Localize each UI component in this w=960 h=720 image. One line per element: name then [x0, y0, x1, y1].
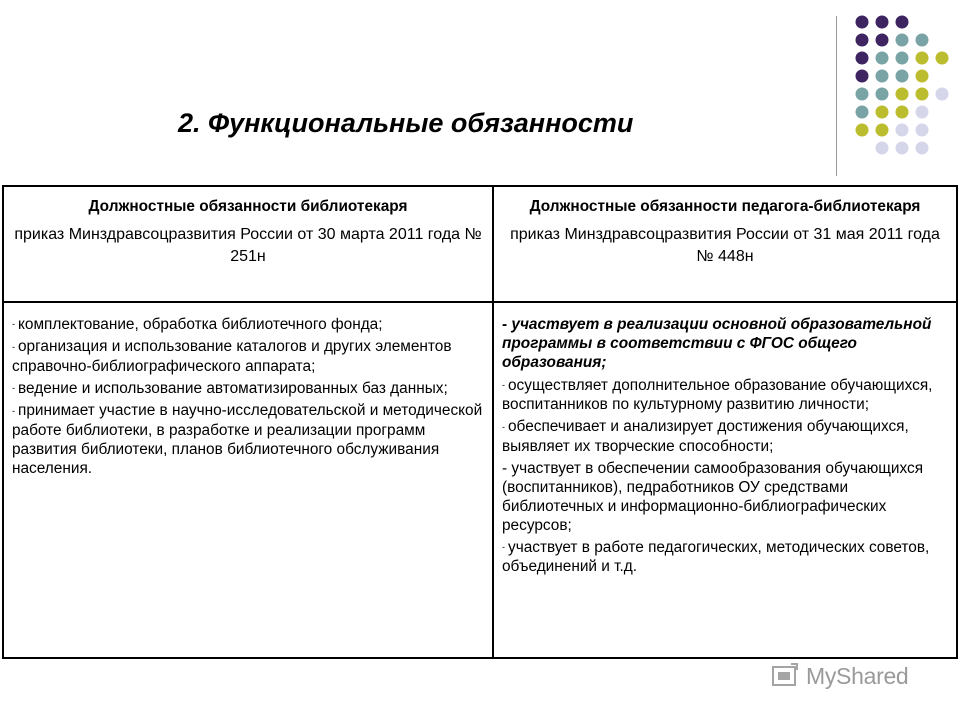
table-header-row	[3, 186, 957, 302]
header-librarian-heading: Должностные обязанности библиотекаря	[88, 198, 408, 215]
list-item: - обеспечивает и анализирует достижения обучающихся, выявляет их творческие способности;	[502, 418, 909, 455]
list-item: - участвует в реализации основной образовательной программы в соответствии с ФГОС общего образования;	[502, 316, 932, 371]
header-teacher-librarian	[493, 186, 957, 302]
header-librarian	[3, 186, 493, 302]
table-body-row	[3, 302, 957, 658]
dash-marker: -	[502, 380, 505, 391]
watermark	[770, 656, 940, 696]
header-librarian-order: приказ Минздравсоцразвития России от 30 марта 2011 года № 251н	[14, 226, 482, 265]
list-item: - комплектование, обработка библиотечного фонда;	[12, 316, 383, 333]
list-item: - ведение и использование автоматизированных баз данных;	[12, 379, 448, 397]
dot-row-3	[856, 52, 949, 65]
header-teacher-librarian-heading: Должностные обязанности педагога-библиотекаря	[529, 198, 921, 215]
teacher-librarian-duties-list	[493, 302, 957, 658]
watermark-logo-icon	[770, 661, 800, 691]
watermark-text: MyShared	[806, 662, 909, 689]
dot-row-6	[856, 106, 929, 119]
duties-comparison-table	[2, 185, 958, 659]
dash-marker: -	[12, 319, 15, 330]
dot-row-7	[856, 124, 929, 137]
list-item: - осуществляет дополнительное образование обучающихся, воспитанников по культурному развитию личности;	[502, 377, 933, 414]
librarian-duties-list	[3, 302, 493, 658]
dash-marker: -	[12, 341, 15, 352]
dash-marker: -	[502, 421, 505, 432]
dot-row-1	[856, 16, 909, 29]
list-item: - принимает участие в научно-исследовательской и методической работе библиотеки, в разработке и реализации программ развития библиотеки, планов библиотечного обслуживания населения.	[12, 402, 483, 477]
dot-row-4	[856, 70, 929, 83]
list-item: - организация и использование каталогов и других элементов справочно-библиографического аппарата;	[12, 338, 452, 375]
slide-title: 2. Функциональные обязанности	[178, 108, 634, 138]
header-teacher-librarian-order: приказ Минздравсоцразвития России от 31 мая 2011 года № 448н	[510, 226, 940, 265]
decorative-dot-grid	[846, 12, 958, 162]
dot-row-8	[876, 142, 929, 155]
list-item: - участвует в работе педагогических, методических советов, объединений и т.д.	[502, 538, 930, 576]
list-item: - участвует в обеспечении самообразования обучающихся (воспитанников), педработников ОУ средствами библиотечных и информационно-библиографических ресурсов;	[502, 459, 924, 534]
dot-row-5	[856, 88, 949, 101]
dash-marker: -	[12, 383, 15, 394]
dot-row-2	[856, 34, 929, 47]
dash-marker: -	[502, 542, 505, 553]
decorative-divider-line	[836, 16, 837, 176]
dash-marker: -	[12, 405, 15, 416]
